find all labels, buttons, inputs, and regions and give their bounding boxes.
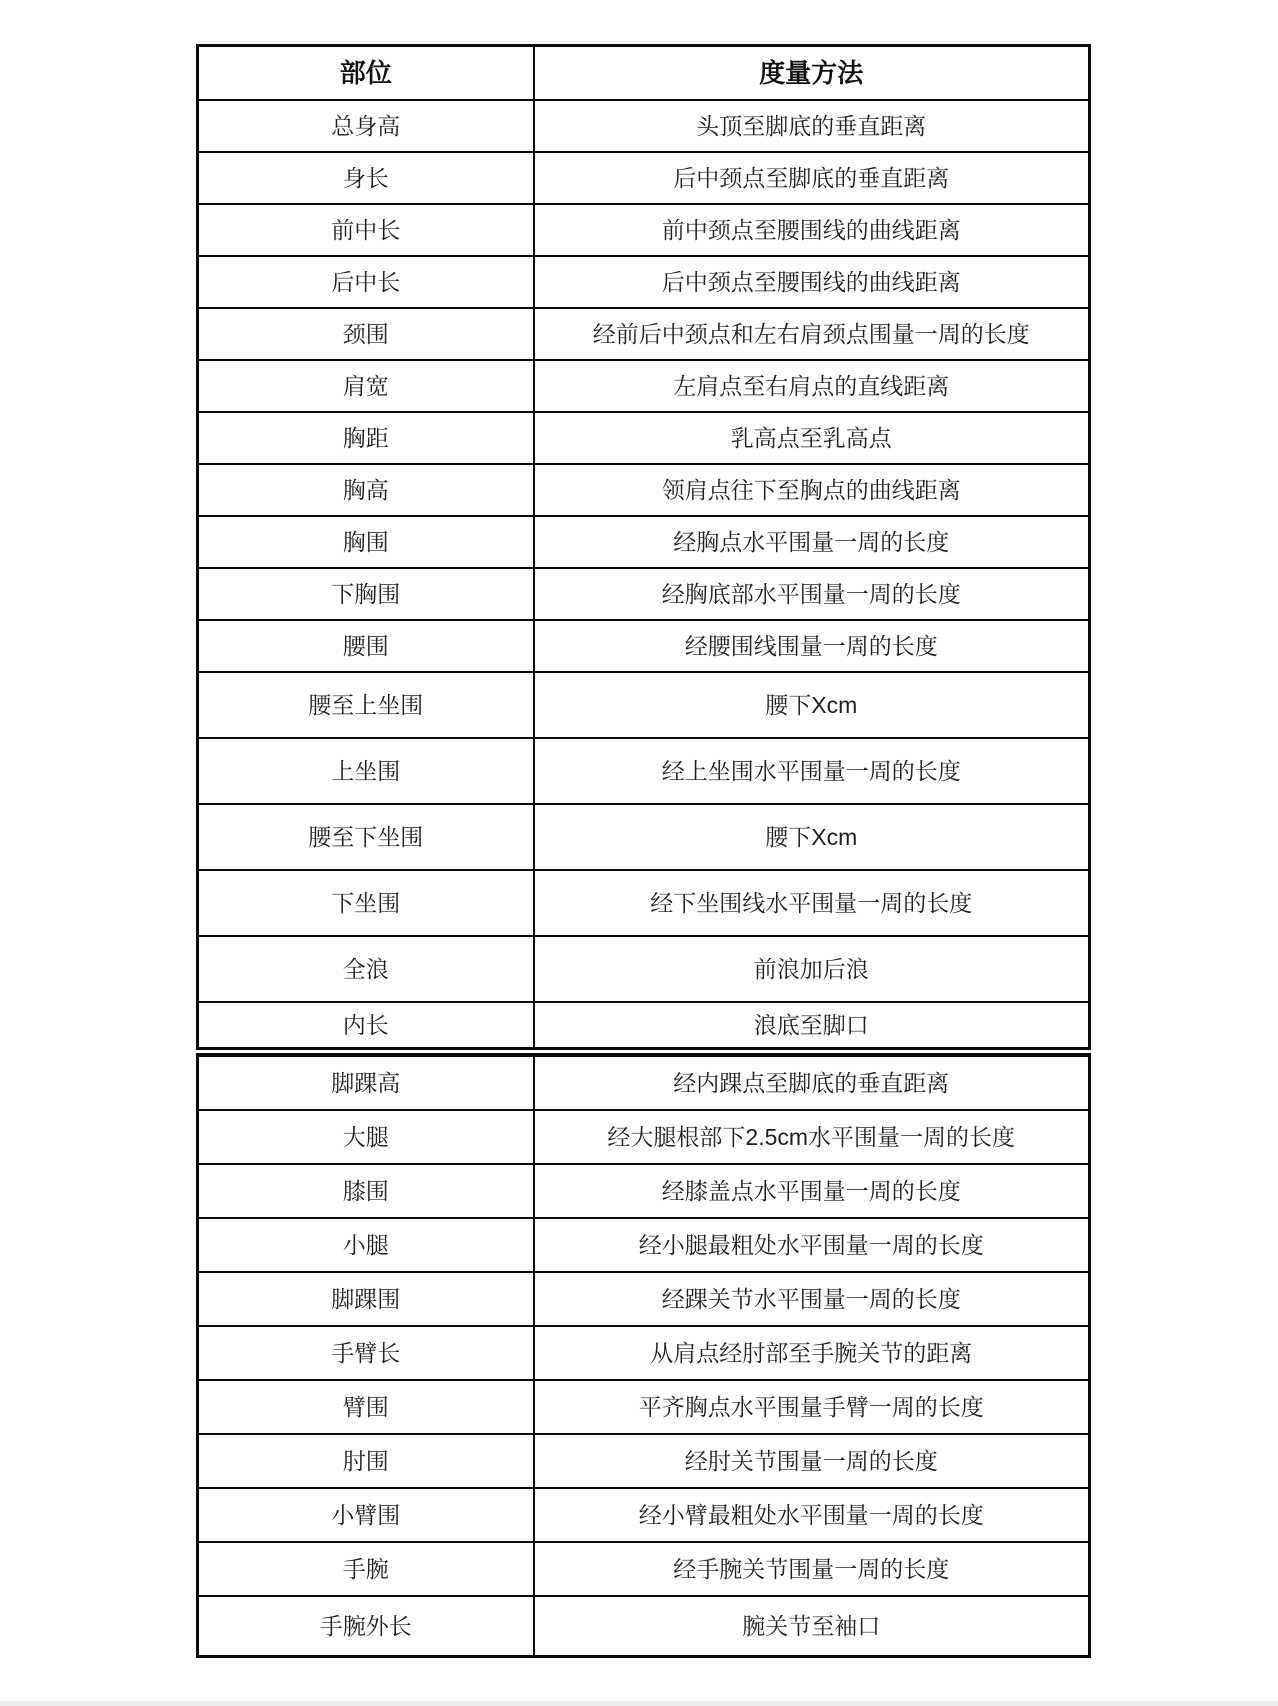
table-row [198, 412, 1090, 464]
part-cell: 手臂长 [198, 1326, 534, 1380]
table-body-lower [198, 1055, 1090, 1657]
part-cell: 前中长 [198, 204, 534, 256]
part-cell: 胸距 [198, 412, 534, 464]
table-header-row [198, 46, 1090, 101]
part-cell: 膝围 [198, 1164, 534, 1218]
method-cell: 前浪加后浪 [534, 936, 1090, 1002]
page-bottom-edge [0, 1701, 1278, 1706]
part-cell: 小腿 [198, 1218, 534, 1272]
method-cell: 经膝盖点水平围量一周的长度 [534, 1164, 1090, 1218]
method-cell: 腰下Xcm [534, 804, 1090, 870]
table-row [198, 1272, 1090, 1326]
method-cell: 领肩点往下至胸点的曲线距离 [534, 464, 1090, 516]
table-row [198, 1542, 1090, 1596]
table-row [198, 516, 1090, 568]
header-part: 部位 [198, 46, 534, 101]
table-row [198, 1110, 1090, 1164]
part-cell: 腰围 [198, 620, 534, 672]
method-cell: 经下坐围线水平围量一周的长度 [534, 870, 1090, 936]
method-cell: 头顶至脚底的垂直距离 [534, 100, 1090, 152]
method-cell: 平齐胸点水平围量手臂一周的长度 [534, 1380, 1090, 1434]
table-row [198, 152, 1090, 204]
part-cell: 臂围 [198, 1380, 534, 1434]
part-cell: 腰至下坐围 [198, 804, 534, 870]
method-cell: 经腰围线围量一周的长度 [534, 620, 1090, 672]
table-row [198, 1055, 1090, 1110]
measurement-table-upper [196, 44, 1091, 1050]
method-cell: 经小臂最粗处水平围量一周的长度 [534, 1488, 1090, 1542]
part-cell: 后中长 [198, 256, 534, 308]
part-cell: 手腕外长 [198, 1596, 534, 1657]
part-cell: 大腿 [198, 1110, 534, 1164]
table-row [198, 360, 1090, 412]
table-body-upper [198, 100, 1090, 1049]
table-row [198, 308, 1090, 360]
table-row [198, 804, 1090, 870]
table-row [198, 1326, 1090, 1380]
method-cell: 左肩点至右肩点的直线距离 [534, 360, 1090, 412]
table-row [198, 1164, 1090, 1218]
part-cell: 胸高 [198, 464, 534, 516]
table-row [198, 1434, 1090, 1488]
method-cell: 经前后中颈点和左右肩颈点围量一周的长度 [534, 308, 1090, 360]
method-cell: 乳高点至乳高点 [534, 412, 1090, 464]
table-row [198, 1218, 1090, 1272]
table-row [198, 204, 1090, 256]
part-cell: 全浪 [198, 936, 534, 1002]
measurement-table-lower [196, 1053, 1091, 1658]
part-cell: 肩宽 [198, 360, 534, 412]
table-row [198, 464, 1090, 516]
part-cell: 下胸围 [198, 568, 534, 620]
table-row [198, 738, 1090, 804]
method-cell: 经踝关节水平围量一周的长度 [534, 1272, 1090, 1326]
part-cell: 颈围 [198, 308, 534, 360]
method-cell: 后中颈点至脚底的垂直距离 [534, 152, 1090, 204]
method-cell: 浪底至脚口 [534, 1002, 1090, 1049]
part-cell: 内长 [198, 1002, 534, 1049]
table-row [198, 1002, 1090, 1049]
header-method: 度量方法 [534, 46, 1090, 101]
part-cell: 肘围 [198, 1434, 534, 1488]
measurement-table [196, 44, 1088, 1658]
table-row [198, 1488, 1090, 1542]
part-cell: 身长 [198, 152, 534, 204]
table-row [198, 620, 1090, 672]
method-cell: 经大腿根部下2.5cm水平围量一周的长度 [534, 1110, 1090, 1164]
part-cell: 手腕 [198, 1542, 534, 1596]
part-cell: 下坐围 [198, 870, 534, 936]
part-cell: 腰至上坐围 [198, 672, 534, 738]
method-cell: 经手腕关节围量一周的长度 [534, 1542, 1090, 1596]
table-row [198, 1596, 1090, 1657]
method-cell: 后中颈点至腰围线的曲线距离 [534, 256, 1090, 308]
method-cell: 经小腿最粗处水平围量一周的长度 [534, 1218, 1090, 1272]
table-row [198, 256, 1090, 308]
table-row [198, 568, 1090, 620]
table-row [198, 672, 1090, 738]
table-row [198, 100, 1090, 152]
part-cell: 脚踝高 [198, 1055, 534, 1110]
method-cell: 经上坐围水平围量一周的长度 [534, 738, 1090, 804]
method-cell: 从肩点经肘部至手腕关节的距离 [534, 1326, 1090, 1380]
part-cell: 胸围 [198, 516, 534, 568]
method-cell: 腰下Xcm [534, 672, 1090, 738]
table-row [198, 1380, 1090, 1434]
table-row [198, 870, 1090, 936]
part-cell: 上坐围 [198, 738, 534, 804]
method-cell: 经肘关节围量一周的长度 [534, 1434, 1090, 1488]
method-cell: 前中颈点至腰围线的曲线距离 [534, 204, 1090, 256]
method-cell: 经胸点水平围量一周的长度 [534, 516, 1090, 568]
part-cell: 总身高 [198, 100, 534, 152]
part-cell: 小臂围 [198, 1488, 534, 1542]
method-cell: 经内踝点至脚底的垂直距离 [534, 1055, 1090, 1110]
method-cell: 腕关节至袖口 [534, 1596, 1090, 1657]
method-cell: 经胸底部水平围量一周的长度 [534, 568, 1090, 620]
part-cell: 脚踝围 [198, 1272, 534, 1326]
table-row [198, 936, 1090, 1002]
